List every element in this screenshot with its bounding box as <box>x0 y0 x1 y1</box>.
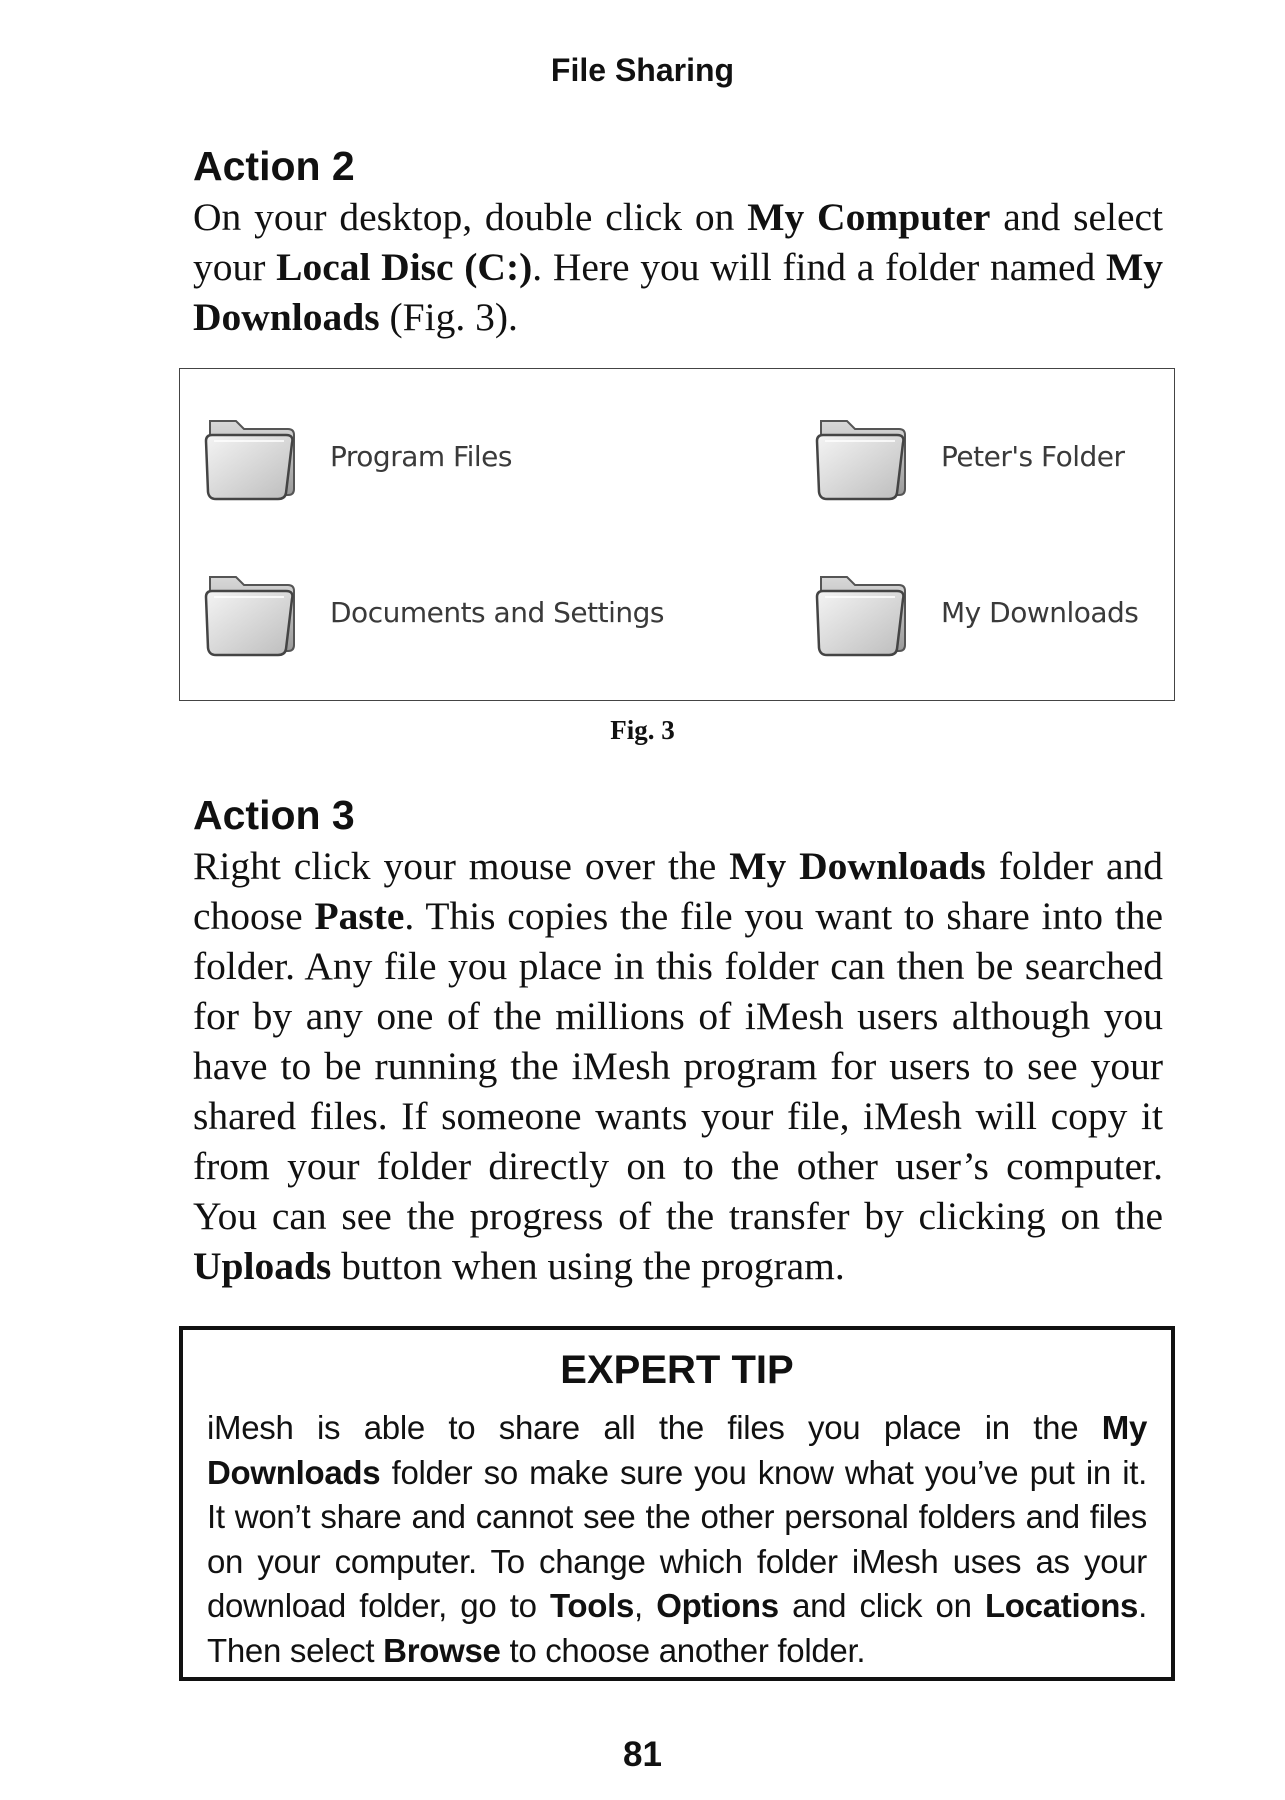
folder-label: My Downloads <box>941 595 1139 629</box>
action-2-paragraph <box>193 192 1163 342</box>
folder-label: Peter's Folder <box>941 439 1125 473</box>
text-run: and click on <box>778 1587 985 1624</box>
bold-term: Uploads <box>193 1244 332 1288</box>
text-run: Right click your mouse over the <box>193 844 730 888</box>
text-run: button when using the program. <box>331 1244 845 1288</box>
folder-figure <box>179 368 1175 701</box>
folder-item-my-downloads[interactable] <box>807 557 1138 667</box>
text-run: folder so make sure you know what you’ve put in it. It won’t share and cannot see the other personal folders and files on your computer. To change which folder iMesh uses as your download folder, go to <box>207 1453 1147 1624</box>
folder-icon <box>196 557 306 667</box>
expert-tip-box <box>179 1326 1175 1681</box>
folder-label: Documents and Settings <box>330 595 664 629</box>
bold-term: Options <box>656 1587 779 1624</box>
bold-term: My Downloads <box>207 1409 1147 1491</box>
figure-caption: Fig. 3 <box>610 715 675 745</box>
text-run: to choose another folder. <box>500 1631 866 1669</box>
bold-term: My Downloads <box>729 844 986 888</box>
bold-term: My Downloads <box>193 245 1163 339</box>
folder-icon <box>196 401 306 511</box>
action-3-paragraph <box>193 841 1163 1291</box>
folder-item-peters-folder[interactable] <box>807 401 1125 511</box>
folder-item-documents-and-settings[interactable] <box>196 557 664 667</box>
folder-item-program-files[interactable] <box>196 401 512 511</box>
expert-tip-text <box>207 1406 1147 1673</box>
expert-tip-title: EXPERT TIP <box>560 1348 794 1392</box>
bold-term: Locations <box>984 1587 1139 1624</box>
text-run: , <box>634 1587 657 1624</box>
folder-icon <box>807 401 917 511</box>
folder-icon <box>807 557 917 667</box>
bold-term: Local Disc (C:) <box>276 245 533 289</box>
page-number: 81 <box>623 1735 662 1774</box>
bold-term: Paste <box>314 894 405 938</box>
text-run: (Fig. 3). <box>379 295 518 339</box>
running-header: File Sharing <box>550 52 735 88</box>
text-run: and select your <box>193 195 1163 289</box>
folder-label: Program Files <box>330 439 512 473</box>
text-run: folder and choose <box>193 844 1163 938</box>
text-run: On your desktop, double click on <box>193 195 748 239</box>
action-3-heading: Action 3 <box>193 792 355 838</box>
bold-term: Tools <box>549 1587 635 1624</box>
text-run: iMesh is able to share all the files you place in the <box>207 1409 1102 1446</box>
text-run: . Then select <box>207 1587 1147 1669</box>
action-2-heading: Action 2 <box>193 143 355 189</box>
text-run: . Here you will find a folder named <box>532 245 1106 289</box>
bold-term: Browse <box>383 1631 501 1669</box>
bold-term: My Computer <box>747 195 991 239</box>
text-run: . This copies the file you want to share into the folder. Any file you place in this folder can then be searched for by any one of the millions of iMesh users although you have to be running the iMesh program for users to see your shared files. If someone wants your file, iMesh will copy it from your folder directly on to the other user’s computer. You can see the progress of the transfer by clicking on the <box>193 894 1163 1238</box>
